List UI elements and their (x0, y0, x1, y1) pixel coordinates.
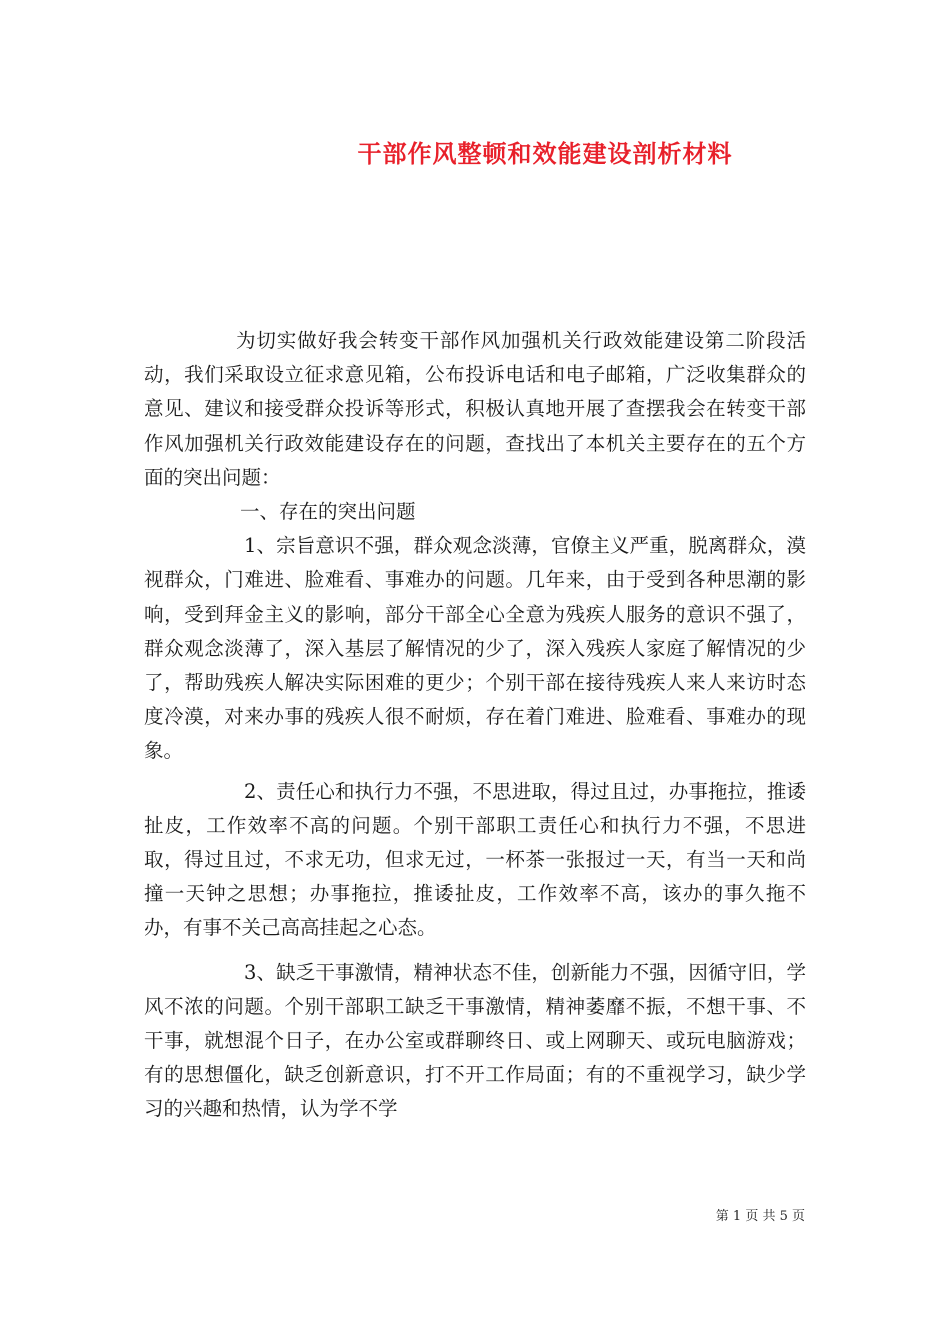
document-body (144, 324, 806, 1127)
intro-paragraph: 为切实做好我会转变干部作风加强机关行政效能建设第二阶段活动，我们采取设立征求意见箱，公布投诉电话和电子邮箱，广泛收集群众的意见、建议和接受群众投诉等形式，积极认真地开展了查摆我会在转变干部作风加强机关行政效能建设存在的问题，查找出了本机关主要存在的五个方面的突出问题： (144, 329, 806, 489)
section-heading: 一、存在的突出问题 (240, 500, 416, 524)
item-paragraph-3: 3、缺乏干事激情，精神状态不佳，创新能力不强，因循守旧，学风不浓的问题。个别干部职工缺乏干事激情，精神萎靡不振，不想干事、不干事，就想混个日子，在办公室或群聊终日、或上网聊天、或玩电脑游戏；有的思想僵化，缺乏创新意识，打不开工作局面；有的不重视学习，缺少学习的兴趣和热情，认为学不学 (144, 960, 806, 1121)
document-title: 干部作风整顿和效能建设剖析材料 (357, 139, 733, 168)
item-paragraph-1: 1、宗旨意识不强，群众观念淡薄，官僚主义严重，脱离群众，漠视群众，门难进、脸难看、事难办的问题。几年来，由于受到各种思潮的影响，受到拜金主义的影响，部分干部全心全意为残疾人服务的意识不强了，群众观念淡薄了，深入基层了解情况的少了，深入残疾人家庭了解情况的少了，帮助残疾人解决实际困难的更少；个别干部在接待残疾人来人来访时态度冷漠，对来办事的残疾人很不耐烦，存在着门难进、脸难看、事难办的现象。 (144, 534, 806, 763)
page-indicator: 第 1 页 共 5 页 (715, 1209, 805, 1224)
item-paragraph-2: 2、责任心和执行力不强，不思进取，得过且过，办事拖拉，推诿扯皮，工作效率不高的问题。个别干部职工责任心和执行力不强，不思进取，得过且过，不求无功，但求无过，一杯茶一张报过一天，有当一天和尚撞一天钟之思想；办事拖拉，推诿扯皮，工作效率不高，该办的事久拖不办，有事不关己高高挂起之心态。 (144, 779, 806, 940)
